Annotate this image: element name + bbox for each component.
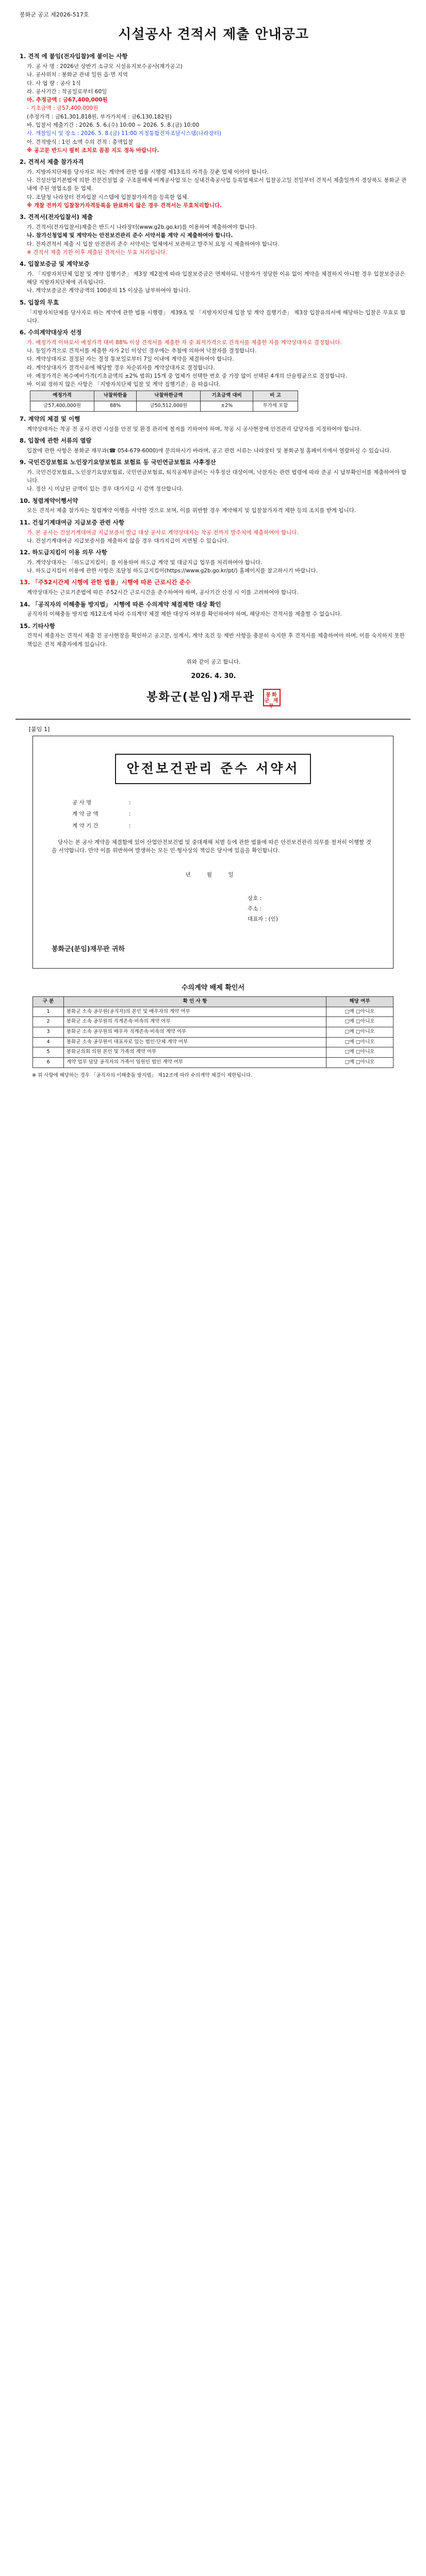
form-fields (72, 799, 374, 830)
line: 나. 계약보증금은 계약금액의 100분의 15 이상을 납부하여야 합니다. (27, 287, 191, 294)
row-check: □예 □아니오 (326, 1007, 394, 1017)
line: 모든 견적서 제출 참가자는 청렴계약 이행을 서약한 것으로 보며, 이를 위반할 경우 계약해지 및 입찰참가자격 제한 등의 조치를 받게 됩니다. (27, 507, 356, 514)
section-3 (20, 213, 407, 257)
row-check: □예 □아니오 (326, 1027, 394, 1038)
section-title: 11. 건설기계대여금 지급보증 관련 사항 (20, 518, 125, 526)
amount-cell: 금57,400,000원 (30, 401, 94, 412)
line: (추정가격 : 금61,301,818원, 부가가치세 : 금6,130,182원) (27, 113, 172, 120)
row-text: 봉화군의회 의원 본인 및 가족의 계약 여부 (64, 1047, 326, 1058)
table-row (33, 1017, 394, 1027)
section-8 (20, 436, 407, 455)
form-recipient: 봉화군(분임)재무관 귀하 (52, 945, 125, 953)
line: 아. 견적방식 : 1인 소액 수의 견적 : 총액입찰 (27, 139, 134, 145)
official-seal: 봉화군 재무 (263, 689, 281, 706)
section-14 (20, 600, 407, 619)
section-title: 4. 입찰보증금 및 계약보증 (20, 260, 90, 268)
field-value: : (129, 811, 131, 818)
amount-header: 비 고 (253, 391, 298, 401)
form-field (72, 822, 374, 830)
form-title: 안전보건관리 준수 서약서 (115, 754, 311, 784)
line: 가. 국민건강보험료, 노인장기요양보험료, 국민연금보험료, 퇴직공제부금비는 사후정산 대상이며, 낙찰자는 관련 법령에 따라 준공 시 납부확인서를 제출하여야 합니다. (27, 469, 407, 484)
section-10 (20, 497, 407, 515)
signer-address: 주소 : (248, 906, 262, 912)
exclusion-table (32, 996, 394, 1068)
row-no: 1 (33, 1007, 64, 1017)
row-text: 계약 업무 담당 공직자의 가족이 임원인 법인 계약 여부 (64, 1058, 326, 1068)
line: 가. 계약상대자는 「하도급지킴이」를 이용하여 하도급 계약 및 대금지급 업무를 처리하여야 합니다. (27, 559, 263, 566)
amount-cell: ±2% (201, 401, 253, 412)
table-row (33, 1037, 394, 1047)
row-no: 6 (33, 1058, 64, 1068)
section-2 (20, 158, 407, 210)
line: 나. 참가신청업체 및 계약자는 안전보건관리 준수 서약서를 계약 시 제출하여야 합니다. (27, 232, 233, 239)
section-title: 3. 견적서(전자입찰서) 제출 (20, 213, 93, 221)
signer-representative: 대표자 : (인) (248, 916, 278, 923)
table-header: 해당 여부 (326, 996, 394, 1007)
section-11 (20, 518, 407, 545)
section-6 (20, 328, 407, 412)
section-12 (20, 548, 407, 575)
org-name: 봉화군(분임)재무관 (146, 691, 255, 704)
notice-title: 시설공사 견적서 제출 안내공고 (118, 27, 309, 43)
section-title: 14. 「공직자의 이해충돌 방지법」 시행에 따른 수의계약 체결제한 대상 확인 (20, 600, 221, 608)
row-no: 2 (33, 1017, 64, 1027)
field-key: 계 약 금 액 (72, 811, 99, 818)
line: - 기초금액 : 금57,400,000원 (27, 105, 99, 112)
line: 마. 예정가격은 복수예비가격(기초금액의 ±2% 범위) 15개 중 업체가 선택한 번호 중 가장 많이 선택된 4개의 산술평균으로 결정합니다. (27, 372, 347, 379)
form-field (72, 810, 374, 818)
notice-signature (20, 658, 407, 710)
attachment-divider (15, 719, 411, 720)
field-key: 계 약 기 간 (72, 822, 99, 829)
line: 계약상대자는 근로기준법에 따른 주52시간 근로시간을 준수하여야 하며, 공사기간 산정 시 이를 고려하여야 합니다. (27, 589, 299, 596)
pledge-text: 당사는 본 공사 계약을 체결함에 있어 산업안전보건법 및 중대재해 처벌 등에 관한 법률에 따른 안전보건관리 의무를 철저히 이행할 것을 서약합니다. 만약 이를 위반하여 발생하는 모든 민·형사상의 책임은 당사에 있음을 확인합니다. (52, 839, 371, 854)
line: 나. 정산 시 미납된 금액이 있는 경우 대가지급 시 감액 정산합니다. (27, 486, 184, 493)
field-value: : (129, 800, 131, 806)
line: 마. 추정금액 : 금67,400,000원 (27, 97, 108, 104)
amount-cell: 88% (94, 401, 137, 412)
line: 바. 이외 정하지 않은 사항은 「지방자치단체 입찰 및 계약 집행기준」을 따릅니다. (27, 381, 221, 388)
line: ※ 개찰 전까지 입찰참가자격등록을 완료하지 않은 경우 견적서는 무효처리합니다. (27, 202, 222, 209)
section-13 (20, 578, 407, 597)
table-row (33, 1047, 394, 1058)
row-text: 봉화군 소속 공무원의 배우자 직계존속·비속의 계약 여부 (64, 1027, 326, 1038)
line: 다. 조달청 나라장터 전자입찰 시스템에 입찰참가자격을 등록한 업체. (27, 194, 189, 200)
line: 공직자의 이해충돌 방지법 제12조에 따라 수의계약 체결 제한 대상자 여부를 확인하여야 하며, 해당자는 견적서를 제출할 수 없습니다. (27, 611, 342, 618)
line: 「지방자치단체를 당사자로 하는 계약에 관한 법률 시행령」 제39조 및 「지방자치단체 입찰 및 계약 집행기준」 제3장 입찰유의서에 해당하는 입찰은 무효로 합니다. (27, 309, 406, 324)
row-check: □예 □아니오 (326, 1037, 394, 1047)
line: 다. 사 업 량 : 공사 1식 (27, 80, 81, 87)
section-title: 15. 기타사항 (20, 622, 55, 630)
row-no: 5 (33, 1047, 64, 1058)
line: 가. 공 사 명 : 2026년 상반기 소규모 시설유지보수공사(재가공고) (27, 63, 183, 70)
closing-text: 위와 같이 공고 합니다. (186, 658, 241, 665)
section-title: 13. 「주52시간제 시행에 관한 법률」시행에 따른 근로시간 준수 (20, 579, 191, 586)
notice-body (0, 0, 426, 710)
section-title: 9. 국민건강보험료 노인장기요양보험료 보험료 등 국민연금보험료 사후정산 (20, 459, 216, 466)
notice-number: 봉화군 공고 제2026-517호 (20, 11, 89, 18)
amount-table (30, 391, 298, 411)
line: 가. 예정가격 이하로서 예정가격 대비 88% 이상 견적서를 제출한 자 중 최저가격으로 견적서를 제출한 자를 계약상대자로 결정합니다. (27, 339, 342, 346)
table-header: 확 인 사 항 (64, 996, 326, 1007)
line: 사. 개찰일시 및 장소 : 2026. 5. 8.(금) 11:00 지정통합전자조달시스템(나라장터) (27, 130, 222, 137)
exclusion-title: 수의계약 배제 확인서 (181, 984, 245, 992)
row-no: 4 (33, 1037, 64, 1047)
section-title: 10. 청렴계약이행서약 (20, 497, 78, 504)
table-row (33, 1058, 394, 1068)
row-text: 봉화군 소속 공무원의 직계존속·비속의 계약 여부 (64, 1017, 326, 1027)
section-9 (20, 458, 407, 494)
row-check: □예 □아니오 (326, 1017, 394, 1027)
amount-cell: 금50,512,000원 (137, 401, 201, 412)
amount-cell: 부가세 포함 (253, 401, 298, 412)
line: 가. 「지방자치단체 입찰 및 계약 집행기준」 제3장 제2절에 따라 입찰보증금은 면제하되, 낙찰자가 정당한 이유 없이 계약을 체결하지 아니할 경우 입찰보증금은 해당 지방자치단체에 귀속됩니다. (27, 270, 405, 286)
line: ※ 견적서 제출 기한 이후 제출된 견적서는 무효 처리됩니다. (27, 249, 168, 256)
section-title: 2. 견적서 제출 참가자격 (20, 158, 84, 166)
amount-header: 예정가격 (30, 391, 94, 401)
line: 가. 견적서(전자입찰서)제출은 반드시 나라장터(www.g2b.go.kr)를 이용하여 제출하여야 합니다. (27, 224, 257, 231)
section-title: 8. 입찰에 관한 서류의 열람 (20, 436, 92, 444)
section-4 (20, 260, 407, 295)
table-row (33, 1027, 394, 1038)
row-no: 3 (33, 1027, 64, 1038)
form-date: 년 월 일 (185, 871, 241, 878)
line: 라. 공사기간 : 착공일로부터 60일 (27, 88, 107, 95)
section-7 (20, 415, 407, 433)
line: ※ 공고문 반드시 필히 조치로 꼼꼼 지도 정독 바랍니다. (27, 147, 159, 154)
signer-company: 상호 : (248, 895, 262, 902)
row-check: □예 □아니오 (326, 1058, 394, 1068)
line: 견적서 제출자는 견적서 제출 전 공사현장을 확인하고 공고문, 설계서, 계약 조건 등 제반 사항을 충분히 숙지한 후 견적서를 제출하여야 하며, 이를 숙지하지 못한 책임은 견적 제출자에게 있습니다. (27, 633, 405, 648)
section-title: 5. 입찰의 무효 (20, 298, 59, 306)
row-text: 봉화군 소속 공무원(공직자)의 본인 및 배우자의 계약 여부 (64, 1007, 326, 1017)
form-signer (248, 894, 374, 924)
attachment-label: [붙임 1] (29, 726, 50, 733)
row-text: 봉화군 소속 공무원이 대표자로 있는 법인·단체 계약 여부 (64, 1037, 326, 1047)
line: 나. 공사위치 : 봉화군 관내 일원 읍·면 지역 (27, 72, 128, 78)
line: 나. 건설기계대여금 지급보증서를 제출하지 않을 경우 대가지급이 지연될 수 있습니다. (27, 537, 229, 544)
notice-org (20, 689, 407, 710)
line: 라. 계약상대자가 결격사유에 해당할 경우 차순위자를 계약상대자로 결정합니다. (27, 364, 215, 371)
field-value: : (129, 822, 131, 829)
line: 나. 건설산업기본법에 의한 전문건설업 중 구조물해체·비계공사업 또는 실내건축공사업 등록업체로서 입찰공고일 전일부터 견적서 제출일까지 경상북도 봉화군 관내에 주된 영업소를 둔 업체. (27, 177, 407, 192)
line: 가. 지방자치단체를 당사자로 하는 계약에 관한 법률 시행령 제13조의 자격을 갖춘 업체 이어야 합니다. (27, 168, 269, 175)
table-header: 구 분 (33, 996, 64, 1007)
line: 바. 입찰서 제출기간 : 2026. 5. 6.(수) 10:00 ~ 2026. 5. 8.(금) 10:00 (27, 122, 200, 129)
amount-header: 낙찰하한금액 (137, 391, 201, 401)
section-title: 6. 수의계약대상자 선정 (20, 329, 82, 336)
section-15 (20, 622, 407, 649)
section-title: 12. 하도급지킴이 이용 의무 사항 (20, 549, 107, 556)
exclusion-footnote: ※ 위 사항에 해당하는 경우 「공직자의 이해충돌 방지법」 제12조에 따라 수의계약 체결이 제한됩니다. (32, 1072, 253, 1078)
line: 입찰에 관한 사항은 봉화군 재무과(☎ 054-679-6000)에 문의하시기 바라며, 공고 관련 서류는 나라장터 및 봉화군청 홈페이지에서 열람하실 수 있습니다. (27, 447, 391, 454)
section-title: 1. 견적 에 붙임(전자입찰)에 붙이는 사항 (20, 53, 128, 60)
line: 가. 본 공사는 건설기계대여금 지급보증서 발급 대상 공사로 계약상대자는 착공 전까지 발주처에 제출하여야 합니다. (27, 529, 299, 536)
line: 나. 동일가격으로 견적서를 제출한 자가 2인 이상인 경우에는 추첨에 의하여 낙찰자를 결정합니다. (27, 348, 257, 354)
form-field (72, 799, 374, 807)
line: 계약상대자는 착공 전 공사 관련 시설물 안전 및 환경 관리에 철저를 기하여야 하며, 착공 시 공사현장에 안전관리 담당자를 지정하여야 합니다. (27, 426, 362, 432)
table-row (33, 1007, 394, 1017)
line: 다. 계약상대자로 결정된 자는 결정 통보일로부터 7일 이내에 계약을 체결하여야 합니다. (27, 356, 234, 363)
notice-date: 2026. 4. 30. (191, 672, 236, 681)
row-check: □예 □아니오 (326, 1047, 394, 1058)
section-1 (20, 52, 407, 155)
field-key: 공 사 명 (72, 800, 92, 806)
amount-header: 기초금액 대비 (201, 391, 253, 401)
line: 나. 하도급지킴이 이용에 관한 사항은 조달청 하도급지킴이(https://www.g2b.go.kr/pt/) 홈페이지를 참고하시기 바랍니다. (27, 568, 318, 574)
pledge-form (32, 736, 394, 968)
section-5 (20, 298, 407, 325)
line: 다. 전자견적서 제출 시 입찰 안전관리 준수 서약서는 업체에서 보관하고 발주처 요청 시 제출하여야 합니다. (27, 241, 280, 247)
amount-header: 낙찰하한율 (94, 391, 137, 401)
section-title: 7. 계약의 체결 및 이행 (20, 415, 80, 422)
